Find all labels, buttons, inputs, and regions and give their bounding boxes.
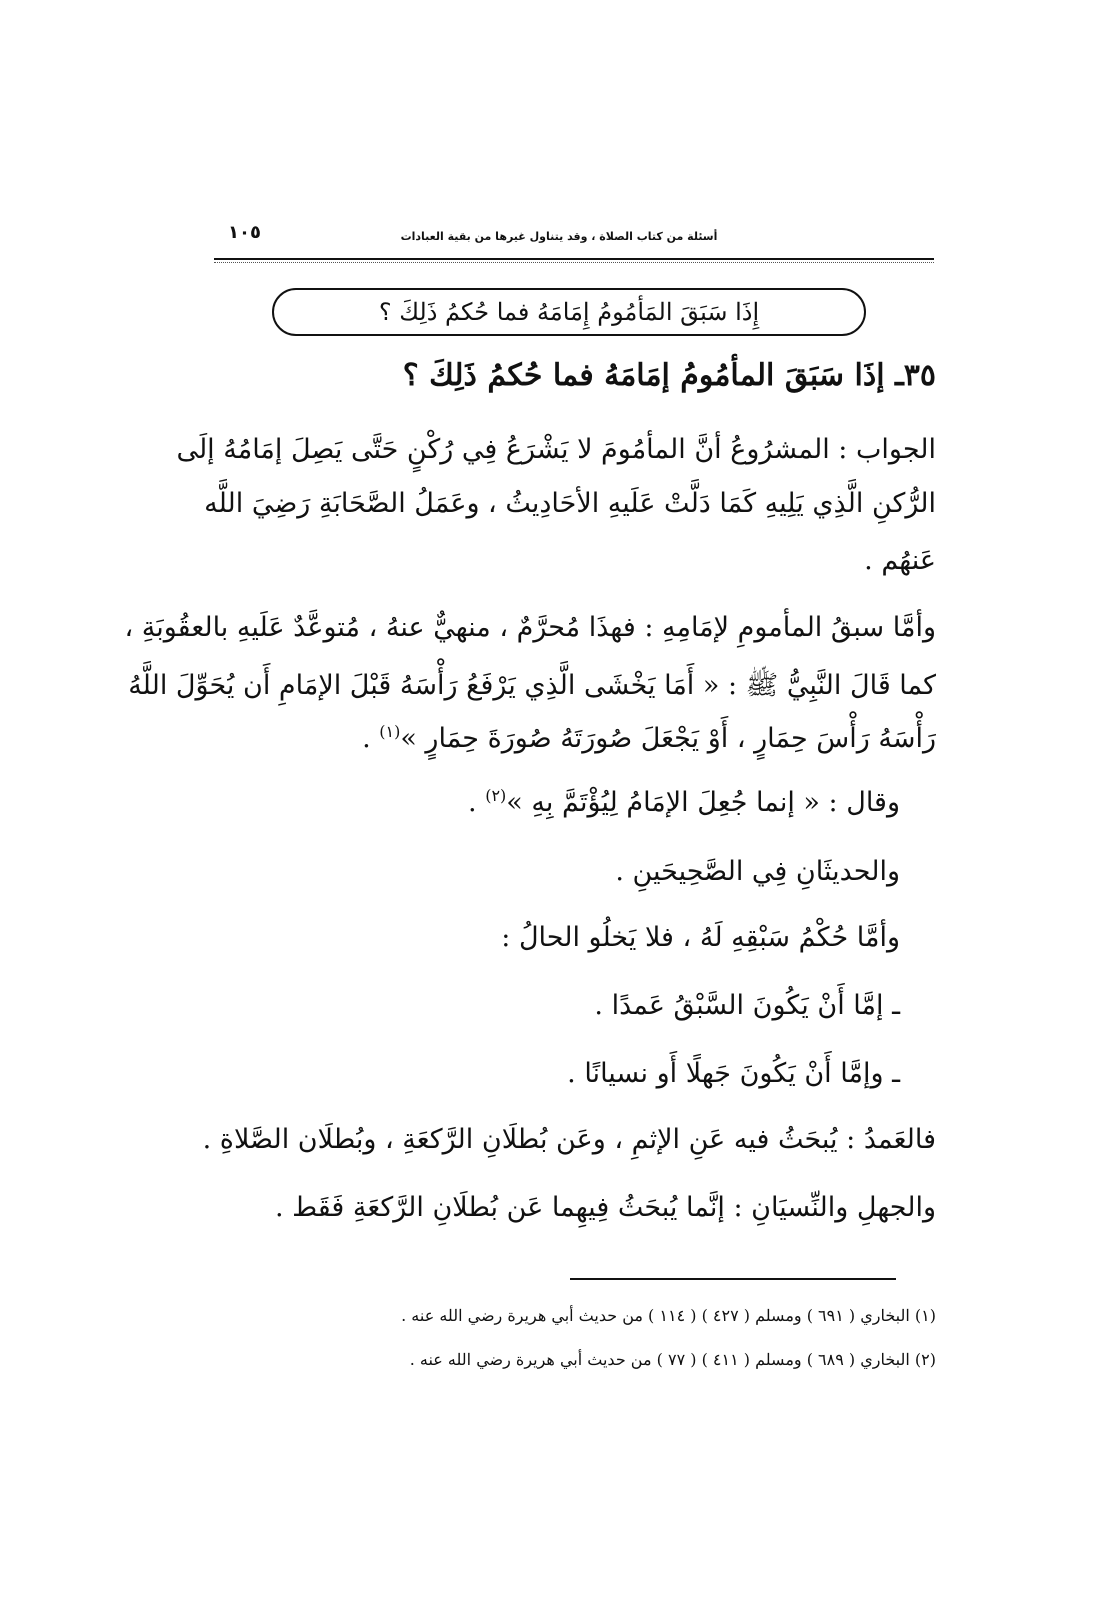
section-title: إِذَا سَبَقَ المَأمُومُ إِمَامَهُ فما حُكمُ ذَلِكَ ؟ — [378, 298, 760, 326]
paragraph-2-line-3 — [210, 722, 936, 754]
paragraph-6: فالعَمدُ : يُبحَثُ فيه عَنِ الإثمِ ، وعَن بُطلَانِ الرَّكعَةِ ، وبُطلَان الصَّلاةِ . — [202, 1124, 936, 1155]
list-item-1: ـ إمَّا أَنْ يَكُونَ السَّبْقُ عَمدًا . — [594, 990, 900, 1021]
paragraph-2-line-1: وأمَّا سبقُ المأمومِ لإمَامِهِ : فهذَا مُحرَّمٌ ، منهيٌّ عنهُ ، مُتوعَّدٌ عَلَيهِ بالعقُوبَةِ ، — [124, 612, 936, 643]
hadith-text-2: وقال : « إنما جُعِلَ الإمَامُ لِيُؤْتَمَّ بِهِ » — [506, 787, 900, 818]
footnote-ref-1: (١) — [379, 722, 401, 741]
footnote-divider — [570, 1278, 896, 1280]
answer-line-2: الرُّكنِ الَّذِي يَلِيهِ كَمَا دَلَّتْ عَلَيهِ الأحَادِيثُ ، وعَمَلُ الصَّحَابَةِ رَضِيَ اللَّه — [204, 488, 936, 519]
footnote-2: (٢) البخاري ( ٦٨٩ ) ومسلم ( ٤١١ ) ( ٧٧ ) من حديث أبي هريرة رضي الله عنه . — [409, 1350, 936, 1369]
page-number: ١٠٥ — [228, 222, 261, 243]
footnote-ref-2: (٢) — [485, 786, 507, 805]
answer-line-3: عَنهُم . — [864, 545, 936, 576]
header-divider — [214, 258, 934, 263]
paragraph-7: والجهلِ والنِّسيَانِ : إنَّما يُبحَثُ فِيهِما عَن بُطلَانِ الرَّكعَةِ فَقَط . — [274, 1192, 936, 1223]
answer-line-1: الجواب : المشرُوعُ أنَّ المأمُومَ لا يَشْرَعُ فِي رُكْنٍ حَتَّى يَصِلَ إمَامُهُ إلَى — [176, 434, 936, 465]
paragraph-3 — [468, 786, 900, 818]
hadith-text: رَأْسَهُ رَأْسَ حِمَارٍ ، أَوْ يَجْعَلَ صُورَتَهُ صُورَةَ حِمَارٍ » — [400, 723, 936, 754]
question-heading: ٣٥ـ إذَا سَبَقَ المأمُومُ إمَامَهُ فما حُكمُ ذَلِكَ ؟ — [402, 358, 936, 393]
paragraph-5: وأمَّا حُكْمُ سَبْقِهِ لَهُ ، فلا يَخلُو الحالُ : — [501, 922, 900, 953]
sentence-end: . — [362, 723, 380, 754]
paragraph-4: والحديثَانِ فِي الصَّحِيحَينِ . — [615, 856, 900, 887]
running-header: أسئلة من كتاب الصلاة ، وقد يتناول غيرها من بقية العبادات — [400, 230, 718, 243]
section-title-box — [272, 288, 866, 336]
sentence-end: . — [468, 787, 486, 818]
list-item-2: ـ وإمَّا أَنْ يَكُونَ جَهلًا أَو نسيانًا . — [567, 1058, 900, 1089]
paragraph-2-line-2: كما قَالَ النَّبِيُّ ﷺ : « أَمَا يَخْشَى الَّذِي يَرْفَعُ رَأْسَهُ قَبْلَ الإمَامِ أَن يُحَوِّلَ اللَّهُ — [128, 670, 936, 701]
footnote-1: (١) البخاري ( ٦٩١ ) ومسلم ( ٤٢٧ ) ( ١١٤ ) من حديث أبي هريرة رضي الله عنه . — [401, 1306, 936, 1325]
